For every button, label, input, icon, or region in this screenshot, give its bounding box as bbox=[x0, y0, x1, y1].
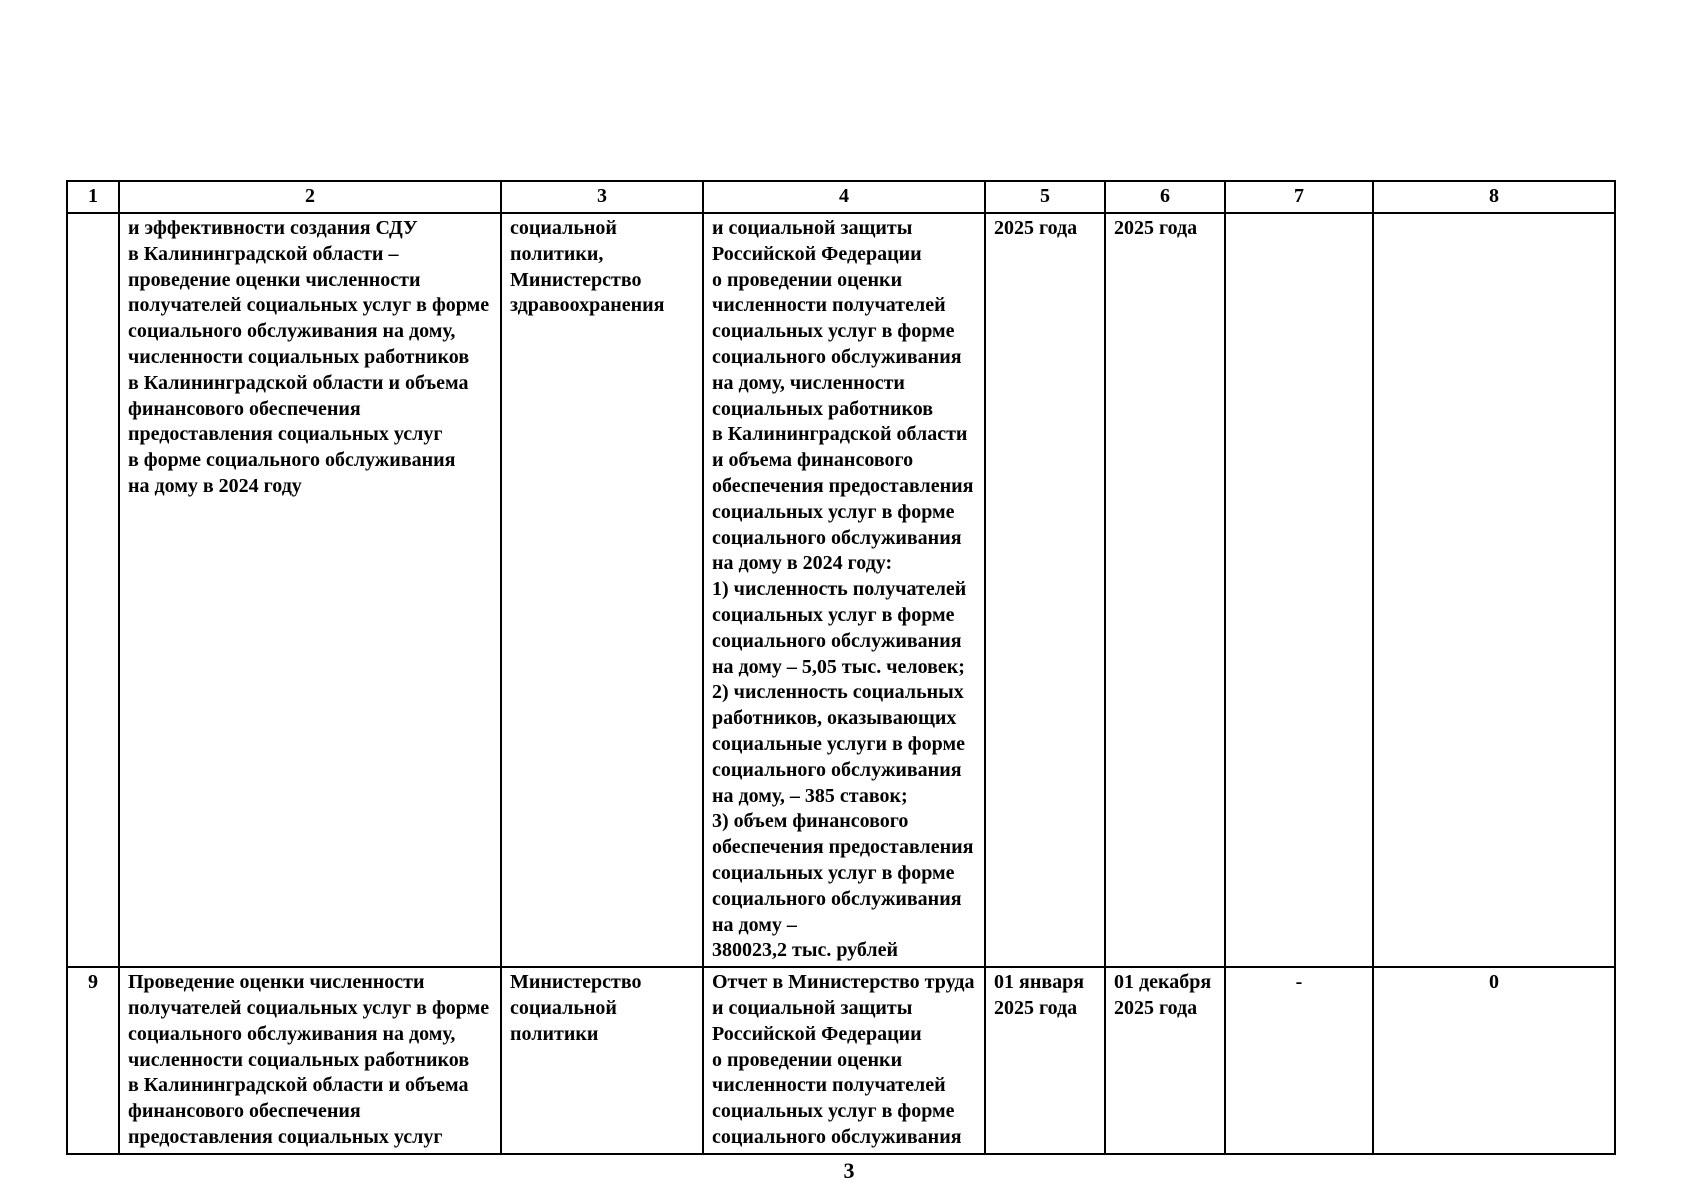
column-8-value bbox=[1373, 213, 1615, 967]
expected-result: и социальной защиты Российской Федерации о проведении оценки численности получателей социальных услуг в форме социального обслуживания на дому, численности социальных работников в Калининградской области и объема финансового обеспечения предоставления социальных услуг в форме социального обслуживания на дому в 2024 году: 1) численность получателей социальных услуг в форме социального обслуживания на дому – 5,05 тыс. человек; 2) численность социальных работников, оказывающих социальные услуги в форме социального обслуживания на дому, – 385 ставок; 3) объем финансового обеспечения предоставления социальных услуг в форме социального обслуживания на дому – 380023,2 тыс. рублей bbox=[703, 213, 985, 967]
header-cell-2: 2 bbox=[119, 181, 501, 213]
start-date: 2025 года bbox=[985, 213, 1105, 967]
row-number: 9 bbox=[67, 967, 119, 1154]
header-cell-7: 7 bbox=[1225, 181, 1373, 213]
table-row bbox=[67, 213, 1615, 967]
expected-result: Отчет в Министерство труда и социальной защиты Российской Федерации о проведении оценки численности получателей социальных услуг в форме социального обслуживания bbox=[703, 967, 985, 1154]
responsible-executor: Министерство социальной политики bbox=[501, 967, 703, 1154]
header-cell-4: 4 bbox=[703, 181, 985, 213]
column-7-value: - bbox=[1225, 967, 1373, 1154]
column-8-value: 0 bbox=[1373, 967, 1615, 1154]
column-7-value bbox=[1225, 213, 1373, 967]
header-cell-3: 3 bbox=[501, 181, 703, 213]
header-cell-5: 5 bbox=[985, 181, 1105, 213]
end-date: 01 декабря 2025 года bbox=[1105, 967, 1225, 1154]
header-cell-8: 8 bbox=[1373, 181, 1615, 213]
responsible-executor: социальной политики, Министерство здравоохранения bbox=[501, 213, 703, 967]
table-row bbox=[67, 967, 1615, 1154]
start-date: 01 января 2025 года bbox=[985, 967, 1105, 1154]
measure-description: и эффективности создания СДУ в Калининградской области – проведение оценки численности получателей социальных услуг в форме социального обслуживания на дому, численности социальных работников в Калининградской области и объема финансового обеспечения предоставления социальных услуг в форме социального обслуживания на дому в 2024 году bbox=[119, 213, 501, 967]
measure-description: Проведение оценки численности получателей социальных услуг в форме социального обслуживания на дому, численности социальных работников в Калининградской области и объема финансового обеспечения предоставления социальных услуг bbox=[119, 967, 501, 1154]
end-date: 2025 года bbox=[1105, 213, 1225, 967]
header-cell-1: 1 bbox=[67, 181, 119, 213]
page-number: 3 bbox=[843, 1158, 855, 1183]
header-cell-6: 6 bbox=[1105, 181, 1225, 213]
header-row bbox=[67, 181, 1615, 213]
plan-table bbox=[66, 180, 1616, 1155]
row-number bbox=[67, 213, 119, 967]
